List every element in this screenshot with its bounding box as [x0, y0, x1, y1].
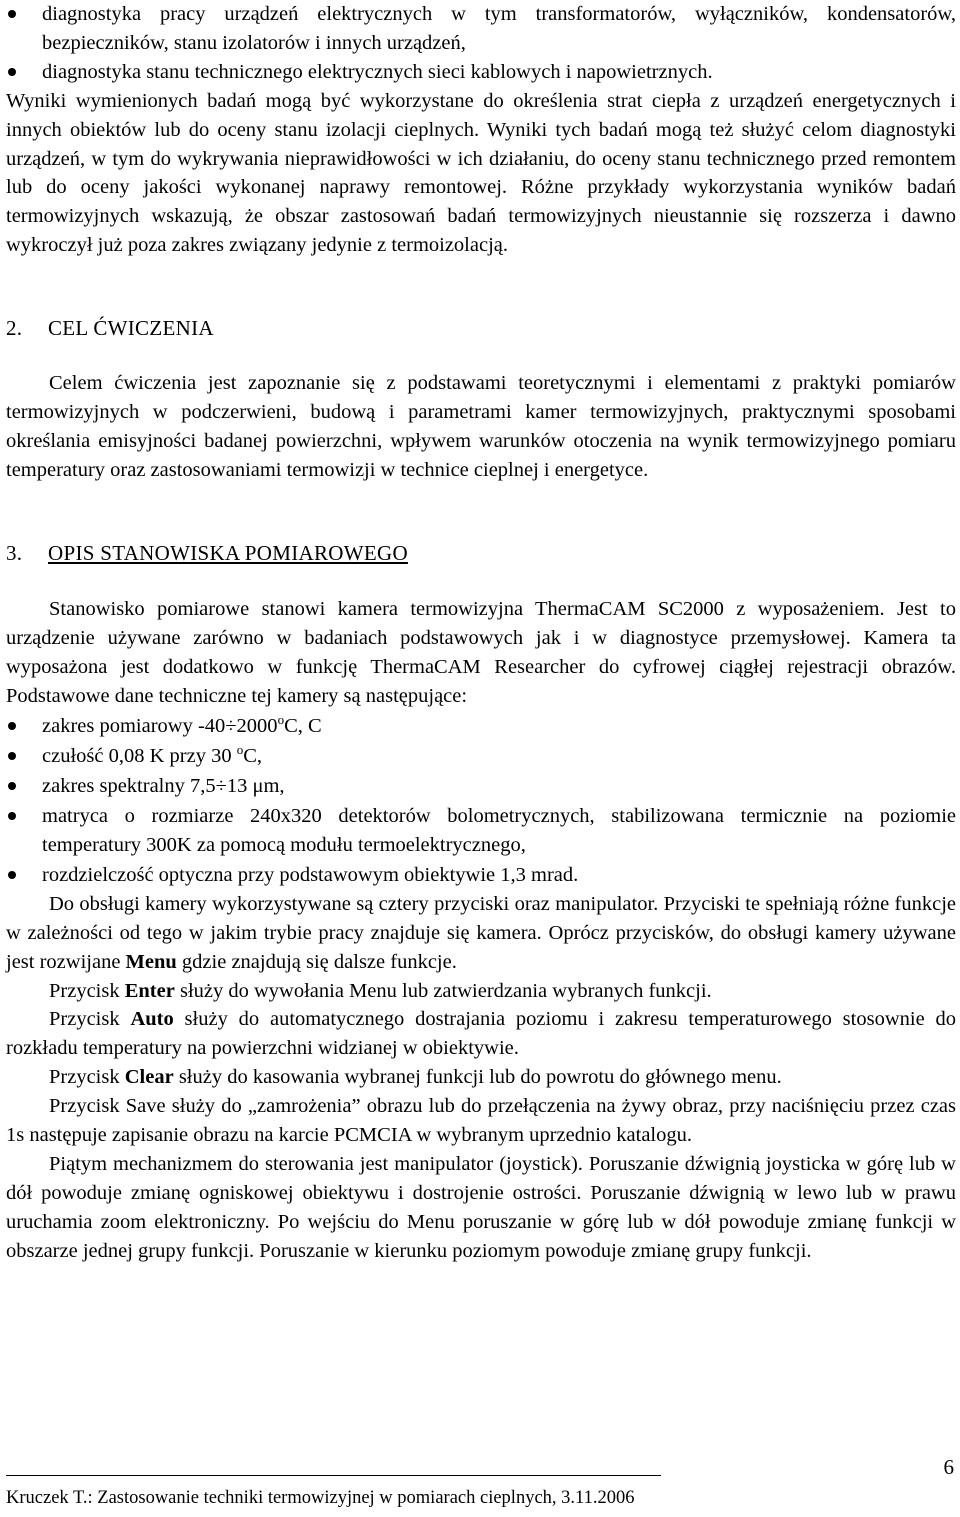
section-number: 2. [6, 316, 23, 341]
document-page [6, 0, 956, 1266]
footer-citation: Kruczek T.: Zastosowanie techniki termowizyjnej w pomiarach cieplnych, 3.11.2006 [6, 1488, 635, 1508]
bullet-icon [8, 752, 16, 760]
section-heading-setup [6, 539, 956, 567]
bullet-icon [8, 782, 16, 790]
clear-button-paragraph: Przycisk Clear służy do kasowania wybranej funkcji lub do powrotu do głównego menu. [49, 1066, 782, 1089]
page-number: 6 [943, 1455, 954, 1479]
list-item: diagnostyka pracy urządzeń elektrycznych w tym transformatorów, wyłączników, kondensatorów, bezpieczników, stanu izolatorów i innych urządzeń, [6, 0, 956, 58]
bullet-icon [8, 10, 16, 18]
footer-divider [6, 1475, 661, 1476]
section-number: 3. [6, 540, 23, 565]
save-button-paragraph: Przycisk Save służy do „zamrożenia” obrazu lub do przełączenia na żywy obraz, przy naciśnięciu przez czas 1s następuje zapisanie obrazu na karcie PCMCIA w wybranym uprzednio katalogu. [6, 1095, 956, 1147]
joystick-paragraph: Piątym mechanizmem do sterowania jest manipulator (joystick). Poruszanie dźwignią joysticka w górę lub w dół powoduje zmianę ogniskowej obiektywu i dostrojenie ostrości. Poruszanie dźwignią w lewo lub w prawu uruchamia zoom elektroniczny. Po wejściu do Menu poruszanie w górę lub w dół powoduje zmianę funkcji w obszarze jednej grupy funkcji. Poruszanie w kierunku poziomym powoduje zmianę grupy funkcji. [6, 1153, 956, 1262]
list-item: matryca o rozmiarze 240x320 detektorów bolometrycznych, stabilizowana termicznie na poziomie temperatury 300K za pomocą modułu termoelektrycznego, [6, 802, 956, 860]
camera-spec-list [6, 712, 956, 889]
bullet-icon [8, 722, 16, 730]
goal-paragraph: Celem ćwiczenia jest zapoznanie się z podstawami teoretycznymi i elementami z praktyki pomiarów termowizyjnych w podczerwieni, budową i parametrami kamer termowizyjnych, praktycznymi sposobami określania emisyjności badanej powierzchni, wpływem warunków otoczenia na wynik termowizyjnego pomiaru temperatury oraz zastosowaniami termowizji w technice cieplnej i energetyce. [6, 372, 956, 481]
list-item: zakres pomiarowy $-40\div 2000^oC$, C [6, 712, 956, 741]
section-heading-goal [6, 314, 956, 342]
enter-button-paragraph: Przycisk Enter służy do wywołania Menu lub zatwierdzania wybranych funkcji. [49, 979, 712, 1002]
buttons-paragraph: Do obsługi kamery wykorzystywane są cztery przyciski oraz manipulator. Przyciski te spełniają różne funkcje w zależności od tego w jakim trybie pracy znajduje się kamera. Oprócz przycisków, do obsługi kamery używane jest rozwijane Menu gdzie znajdują się dalsze funkcje. [6, 892, 956, 973]
section-title: OPIS STANOWISKA POMIAROWEGO [48, 540, 408, 565]
intro-bullet-list [6, 0, 956, 87]
bullet-icon [8, 68, 16, 76]
list-item: zakres spektralny 7,5÷13 μm, [6, 772, 956, 801]
setup-intro-paragraph: Stanowisko pomiarowe stanowi kamera termowizyjna ThermaCAM SC2000 z wyposażeniem. Jest to urządzenie używane zarówno w badaniach podstawowych jak i w diagnostyce przemysłowej. Kamera ta wyposażona jest dodatkowo w funkcję ThermaCAM Researcher do cyfrowej ciągłej rejestracji obrazów. Podstawowe dane techniczne tej kamery są następujące: [6, 597, 956, 707]
list-item: diagnostyka stanu technicznego elektrycznych sieci kablowych i napowietrznych. [6, 58, 956, 87]
auto-button-paragraph: Przycisk Auto służy do automatycznego dostrajania poziomu i zakresu temperaturowego stosownie do rozkładu temperatury na powierzchni widzianej w obiektywie. [6, 1008, 956, 1060]
list-item: czułość 0,08 K przy 30 $^o$C, [6, 742, 956, 771]
list-item: rozdzielczość optyczna przy podstawowym obiektywie 1,3 mrad. [6, 861, 956, 890]
section-title: CEL ĆWICZENIA [48, 316, 214, 341]
intro-paragraph: Wyniki wymienionych badań mogą być wykorzystane do określenia strat ciepła z urządzeń energetycznych i innych obiektów lub do oceny stanu izolacji cieplnych. Wyniki tych badań mogą też służyć celom diagnostyki urządzeń, w tym do wykrywania nieprawidłowości w ich działaniu, do oceny stanu technicznego przed remontem lub do oceny jakości wykonanej naprawy remontowej. Różne przykłady wykorzystania wyników badań termowizyjnych wskazują, że obszar zastosowań badań termowizyjnych nieustannie się rozszerza i dawno wykroczył już poza zakres związany jedynie z termoizolacją. [6, 89, 956, 257]
bullet-icon [8, 871, 16, 879]
bullet-icon [8, 812, 16, 820]
